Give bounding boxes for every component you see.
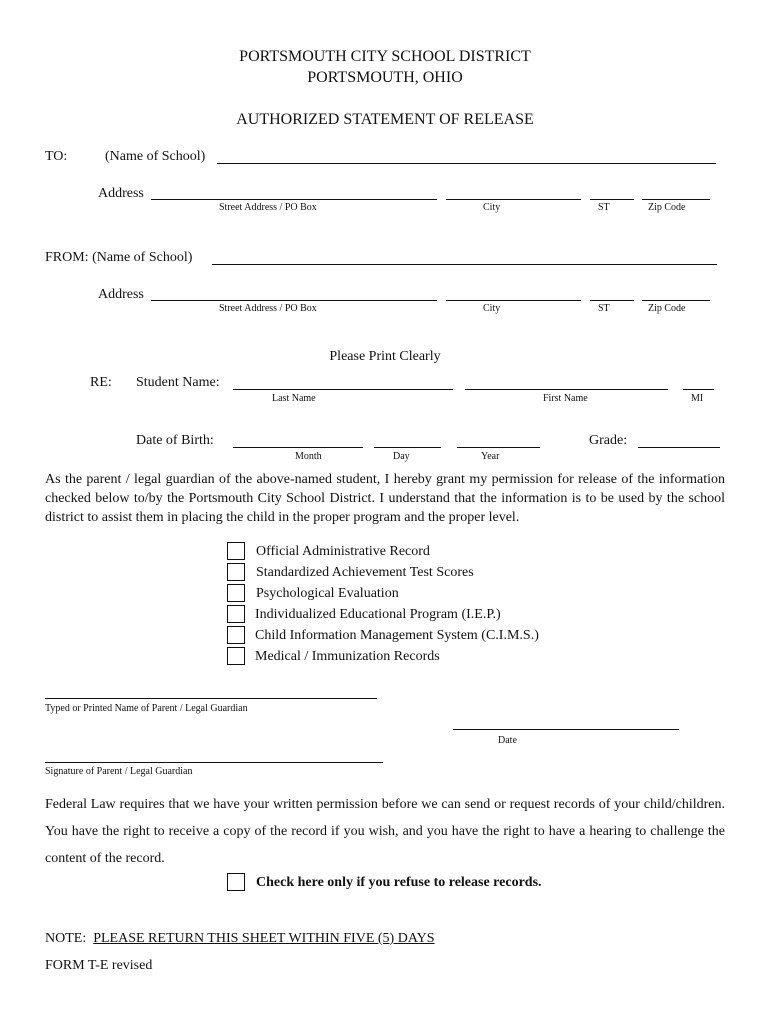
record-label-6: Medical / Immunization Records bbox=[255, 649, 440, 664]
mi-caption: MI bbox=[691, 393, 704, 404]
month-caption: Month bbox=[295, 451, 322, 462]
record-checkbox-6[interactable] bbox=[227, 647, 245, 665]
to-label: TO: bbox=[45, 149, 68, 164]
printed-name-caption: Typed or Printed Name of Parent / Legal Guardian bbox=[45, 703, 248, 714]
from-state-caption: ST bbox=[598, 303, 610, 314]
from-label: FROM: (Name of School) bbox=[45, 250, 193, 265]
to-zip-field[interactable] bbox=[642, 199, 710, 200]
from-zip-field[interactable] bbox=[642, 300, 710, 301]
grade-label: Grade: bbox=[589, 433, 628, 448]
day-caption: Day bbox=[393, 451, 410, 462]
first-name-field[interactable] bbox=[465, 389, 668, 390]
to-street-caption: Street Address / PO Box bbox=[219, 202, 317, 213]
return-note bbox=[45, 931, 435, 947]
from-city-field[interactable] bbox=[446, 300, 581, 301]
from-street-field[interactable] bbox=[151, 300, 437, 301]
from-school-field[interactable] bbox=[212, 264, 717, 265]
permission-paragraph: As the parent / legal guardian of the above-named student, I hereby grant my permission for release of the information checked below to/by the Portsmouth City School District. I understand that the information is to be used by the school district to assist them in placing the child in the proper program and the proper level. bbox=[45, 472, 725, 525]
dob-year-field[interactable] bbox=[457, 447, 540, 448]
from-address-label: Address bbox=[98, 287, 144, 302]
form-title: AUTHORIZED STATEMENT OF RELEASE bbox=[236, 111, 534, 128]
to-state-caption: ST bbox=[598, 202, 610, 213]
to-zip-caption: Zip Code bbox=[648, 202, 686, 213]
district-name: PORTSMOUTH CITY SCHOOL DISTRICT bbox=[239, 48, 531, 65]
re-label: RE: bbox=[90, 375, 112, 390]
record-label-3: Psychological Evaluation bbox=[256, 586, 399, 601]
record-label-2: Standardized Achievement Test Scores bbox=[256, 565, 474, 580]
to-city-caption: City bbox=[483, 202, 501, 213]
to-address-label: Address bbox=[98, 186, 144, 201]
mi-field[interactable] bbox=[683, 389, 714, 390]
to-school-field[interactable] bbox=[217, 163, 716, 164]
to-city-field[interactable] bbox=[446, 199, 581, 200]
from-state-field[interactable] bbox=[590, 300, 634, 301]
signature-field[interactable] bbox=[45, 762, 383, 763]
record-checkbox-1[interactable] bbox=[227, 542, 245, 560]
dob-label: Date of Birth: bbox=[136, 433, 214, 448]
record-checkbox-2[interactable] bbox=[227, 563, 245, 581]
to-street-field[interactable] bbox=[151, 199, 437, 200]
record-label-1: Official Administrative Record bbox=[256, 544, 430, 559]
form-id: FORM T-E revised bbox=[45, 958, 153, 973]
grade-field[interactable] bbox=[638, 447, 720, 448]
from-street-caption: Street Address / PO Box bbox=[219, 303, 317, 314]
date-field[interactable] bbox=[453, 729, 679, 730]
record-checkbox-3[interactable] bbox=[227, 584, 245, 602]
dob-month-field[interactable] bbox=[233, 447, 363, 448]
from-zip-caption: Zip Code bbox=[648, 303, 686, 314]
to-school-label: (Name of School) bbox=[105, 149, 206, 164]
district-location: PORTSMOUTH, OHIO bbox=[307, 69, 463, 86]
note-text: PLEASE RETURN THIS SHEET WITHIN FIVE (5) DAYS bbox=[93, 931, 435, 946]
federal-law-paragraph: Federal Law requires that we have your written permission before we can send or request records of your child/children. You have the right to receive a copy of the record if you wish, and you have the right to have a hearing to challenge the content of the record. bbox=[45, 797, 725, 866]
year-caption: Year bbox=[481, 451, 500, 462]
dob-day-field[interactable] bbox=[374, 447, 441, 448]
printed-name-field[interactable] bbox=[45, 698, 377, 699]
signature-caption: Signature of Parent / Legal Guardian bbox=[45, 766, 193, 777]
record-checkbox-4[interactable] bbox=[227, 605, 245, 623]
to-state-field[interactable] bbox=[590, 199, 634, 200]
record-checkbox-5[interactable] bbox=[227, 626, 245, 644]
note-prefix: NOTE: bbox=[45, 931, 87, 946]
last-name-caption: Last Name bbox=[272, 393, 316, 404]
refuse-label: Check here only if you refuse to release records. bbox=[256, 875, 542, 890]
refuse-checkbox[interactable] bbox=[227, 873, 245, 891]
student-name-label: Student Name: bbox=[136, 375, 220, 390]
print-note: Please Print Clearly bbox=[329, 349, 441, 364]
first-name-caption: First Name bbox=[543, 393, 588, 404]
record-label-4: Individualized Educational Program (I.E.P.) bbox=[255, 607, 501, 622]
record-label-5: Child Information Management System (C.I.M.S.) bbox=[255, 628, 539, 643]
from-city-caption: City bbox=[483, 303, 501, 314]
date-caption: Date bbox=[498, 735, 517, 746]
last-name-field[interactable] bbox=[233, 389, 453, 390]
